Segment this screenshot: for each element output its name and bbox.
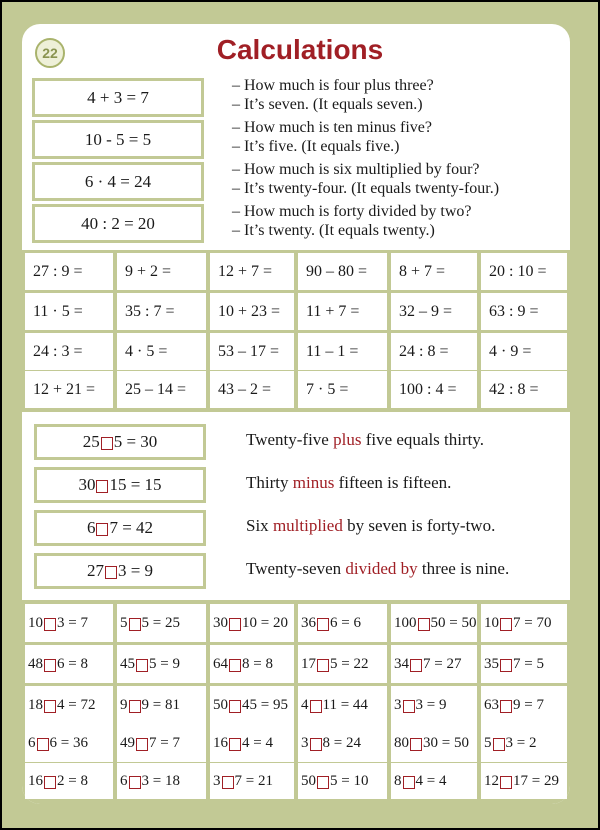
operand: 9 = 7 bbox=[513, 696, 544, 713]
exercise-cell bbox=[117, 604, 206, 642]
operand: 3 bbox=[394, 696, 402, 713]
sentence-start: Twenty-seven bbox=[246, 559, 346, 578]
exercise-cell bbox=[117, 724, 206, 762]
blank-square[interactable] bbox=[229, 659, 241, 672]
blank-square[interactable] bbox=[317, 659, 329, 672]
blank-square[interactable] bbox=[44, 618, 56, 631]
blank-square[interactable] bbox=[403, 700, 415, 713]
operand: 100 bbox=[394, 614, 417, 631]
blank-square[interactable] bbox=[44, 659, 56, 672]
operand: 5 = 30 bbox=[113, 432, 158, 451]
exercise-cell bbox=[391, 686, 477, 724]
operation-word: plus bbox=[333, 430, 362, 449]
sentence-end: five equals thirty. bbox=[361, 430, 485, 449]
operand: 4 bbox=[301, 696, 309, 713]
operand: 48 bbox=[28, 655, 43, 672]
exercise-cell: 12 + 21 = bbox=[25, 371, 113, 408]
operation-sentence bbox=[246, 473, 451, 493]
blank-square[interactable] bbox=[229, 738, 241, 751]
operand: 10 bbox=[484, 614, 499, 631]
operand: 10 bbox=[28, 614, 43, 631]
operand: 5 = 10 bbox=[330, 772, 369, 789]
operand: 7 = 7 bbox=[149, 734, 180, 751]
exercise-cell: 4 · 5 = bbox=[117, 333, 206, 370]
blank-square[interactable] bbox=[229, 700, 241, 713]
operand: 17 bbox=[301, 655, 316, 672]
blank-square[interactable] bbox=[129, 618, 141, 631]
exercise-cell: 53 – 17 = bbox=[210, 333, 294, 370]
exercise-cell bbox=[391, 645, 477, 683]
operand: 45 bbox=[120, 655, 135, 672]
operand: 9 bbox=[120, 696, 128, 713]
operation-sentence bbox=[246, 516, 495, 536]
operand: 45 = 95 bbox=[242, 696, 288, 713]
operand: 8 bbox=[394, 772, 402, 789]
operand: 18 bbox=[28, 696, 43, 713]
operand: 64 bbox=[213, 655, 228, 672]
operand: 2 = 8 bbox=[57, 772, 88, 789]
operand: 5 = 25 bbox=[141, 614, 180, 631]
operation-box bbox=[34, 424, 206, 460]
blank-square[interactable] bbox=[317, 618, 329, 631]
example-dialogue bbox=[232, 160, 499, 198]
exercise-cell bbox=[298, 686, 387, 724]
exercise-cell bbox=[25, 763, 113, 799]
operand: 6 bbox=[28, 734, 36, 751]
blank-square[interactable] bbox=[418, 618, 430, 631]
exercise-cell bbox=[481, 645, 567, 683]
operand: 35 bbox=[484, 655, 499, 672]
operand: 16 bbox=[213, 734, 228, 751]
operand: 7 = 70 bbox=[513, 614, 552, 631]
operand: 4 = 4 bbox=[242, 734, 273, 751]
exercise-cell bbox=[391, 724, 477, 762]
sentence-end: by seven is forty-two. bbox=[342, 516, 496, 535]
operation-box bbox=[34, 467, 206, 503]
operand: 49 bbox=[120, 734, 135, 751]
example-dialogue bbox=[232, 118, 432, 156]
operand: 15 = 15 bbox=[109, 475, 162, 494]
exercise-cell bbox=[210, 645, 294, 683]
answer-text: – It’s seven. (It equals seven.) bbox=[232, 96, 423, 113]
operand: 34 bbox=[394, 655, 409, 672]
operand: 6 bbox=[120, 772, 128, 789]
question-text: – How much is ten minus five? bbox=[232, 119, 432, 136]
question-text: – How much is four plus three? bbox=[232, 77, 434, 94]
operand: 7 = 5 bbox=[513, 655, 544, 672]
exercise-cell bbox=[210, 686, 294, 724]
exercise-cell bbox=[298, 724, 387, 762]
operand: 7 = 27 bbox=[423, 655, 462, 672]
blank-square[interactable] bbox=[310, 738, 322, 751]
blank-square[interactable] bbox=[222, 776, 234, 789]
operand: 7 = 42 bbox=[109, 518, 154, 537]
exercise-cell bbox=[481, 724, 567, 762]
operand: 16 bbox=[28, 772, 43, 789]
operand: 27 bbox=[86, 561, 104, 580]
example-dialogue bbox=[232, 76, 434, 114]
exercise-cell bbox=[481, 686, 567, 724]
operand: 50 bbox=[213, 696, 228, 713]
operand: 3 = 7 bbox=[57, 614, 88, 631]
exercise-cell: 12 + 7 = bbox=[210, 253, 294, 290]
exercise-cell bbox=[210, 604, 294, 642]
operand: 6 = 36 bbox=[49, 734, 88, 751]
operand: 11 = 44 bbox=[322, 696, 368, 713]
exercise-cell bbox=[481, 604, 567, 642]
exercise-cell: 42 : 8 = bbox=[481, 371, 567, 408]
exercise-cell bbox=[391, 763, 477, 799]
exercise-cell: 4 · 9 = bbox=[481, 333, 567, 370]
exercise-cell: 24 : 3 = bbox=[25, 333, 113, 370]
exercise-cell: 90 – 80 = bbox=[298, 253, 387, 290]
sentence-end: fifteen is fifteen. bbox=[334, 473, 452, 492]
blank-square[interactable] bbox=[410, 738, 422, 751]
operand: 3 = 9 bbox=[117, 561, 154, 580]
sentence-end: three is nine. bbox=[417, 559, 510, 578]
operand: 50 bbox=[301, 772, 316, 789]
operand: 3 bbox=[301, 734, 309, 751]
blank-square[interactable] bbox=[310, 700, 322, 713]
blank-square[interactable] bbox=[129, 776, 141, 789]
exercise-cell bbox=[117, 686, 206, 724]
operand: 3 = 18 bbox=[141, 772, 180, 789]
exercise-cell: 35 : 7 = bbox=[117, 293, 206, 330]
sentence-start: Twenty-five bbox=[246, 430, 334, 449]
exercise-cell: 24 : 8 = bbox=[391, 333, 477, 370]
operand: 36 bbox=[301, 614, 316, 631]
sentence-start: Thirty bbox=[246, 473, 293, 492]
operand: 12 bbox=[484, 772, 499, 789]
operand: 30 = 50 bbox=[423, 734, 469, 751]
exercise-cell: 8 + 7 = bbox=[391, 253, 477, 290]
exercise-cell bbox=[298, 604, 387, 642]
exercise-cell: 32 – 9 = bbox=[391, 293, 477, 330]
exercise-cell: 11 – 1 = bbox=[298, 333, 387, 370]
page-title: Calculations bbox=[216, 34, 384, 65]
operand: 30 bbox=[213, 614, 228, 631]
operand: 4 = 72 bbox=[57, 696, 96, 713]
blank-square[interactable] bbox=[229, 618, 241, 631]
exercise-cell: 20 : 10 = bbox=[481, 253, 567, 290]
operand: 5 bbox=[484, 734, 492, 751]
operand: 6 = 8 bbox=[57, 655, 88, 672]
example-expression: 40 : 2 = 20 bbox=[32, 204, 204, 243]
example-expression: 10 - 5 = 5 bbox=[32, 120, 204, 159]
exercise-cell bbox=[25, 686, 113, 724]
exercise-cell bbox=[117, 645, 206, 683]
exercise-cell bbox=[210, 763, 294, 799]
operation-box bbox=[34, 510, 206, 546]
page-number: 22 bbox=[35, 38, 65, 68]
exercise-cell: 43 – 2 = bbox=[210, 371, 294, 408]
operand: 7 = 21 bbox=[234, 772, 273, 789]
example-expression: 6 · 4 = 24 bbox=[32, 162, 204, 201]
answer-text: – It’s twenty. (It equals twenty.) bbox=[232, 222, 435, 239]
blank-square[interactable] bbox=[37, 738, 49, 751]
blank-square[interactable] bbox=[44, 700, 56, 713]
blank-square[interactable] bbox=[136, 738, 148, 751]
blank-square[interactable] bbox=[136, 659, 148, 672]
operand: 25 bbox=[82, 432, 100, 451]
operand: 5 bbox=[120, 614, 128, 631]
blank-square[interactable] bbox=[493, 738, 505, 751]
blank-square[interactable] bbox=[410, 659, 422, 672]
exercise-cell bbox=[117, 763, 206, 799]
exercise-cell bbox=[210, 724, 294, 762]
blank-square[interactable] bbox=[500, 776, 512, 789]
blank-square[interactable] bbox=[500, 659, 512, 672]
exercise-cell bbox=[25, 604, 113, 642]
blank-square[interactable] bbox=[96, 480, 108, 493]
operation-word: minus bbox=[292, 473, 335, 492]
blank-square[interactable] bbox=[96, 523, 108, 536]
operand: 80 bbox=[394, 734, 409, 751]
exercise-cell: 10 + 23 = bbox=[210, 293, 294, 330]
operand: 17 = 29 bbox=[513, 772, 559, 789]
exercise-cell: 9 + 2 = bbox=[117, 253, 206, 290]
exercise-cell bbox=[25, 645, 113, 683]
operand: 8 = 24 bbox=[322, 734, 361, 751]
blank-square[interactable] bbox=[129, 700, 141, 713]
operation-box bbox=[34, 553, 206, 589]
operand: 50 = 50 bbox=[430, 614, 477, 631]
operand: 8 = 8 bbox=[242, 655, 273, 672]
operand: 9 = 81 bbox=[141, 696, 180, 713]
example-dialogue bbox=[232, 202, 472, 240]
blank-square[interactable] bbox=[44, 776, 56, 789]
operand: 4 = 4 bbox=[415, 772, 447, 789]
exercise-cell bbox=[298, 763, 387, 799]
operand: 6 bbox=[86, 518, 96, 537]
operand: 5 = 9 bbox=[149, 655, 180, 672]
exercise-cell bbox=[25, 724, 113, 762]
operation-word: multiplied bbox=[272, 516, 343, 535]
operand: 30 bbox=[78, 475, 96, 494]
answer-text: – It’s five. (It equals five.) bbox=[232, 138, 400, 155]
operand: 3 bbox=[213, 772, 221, 789]
blank-square[interactable] bbox=[500, 618, 512, 631]
example-expression: 4 + 3 = 7 bbox=[32, 78, 204, 117]
operand: 10 = 20 bbox=[242, 614, 288, 631]
exercise-cell: 11 · 5 = bbox=[25, 293, 113, 330]
blank-square[interactable] bbox=[105, 566, 117, 579]
operand: 63 bbox=[484, 696, 499, 713]
operation-sentence bbox=[246, 430, 484, 450]
sentence-start: Six bbox=[246, 516, 273, 535]
blank-square[interactable] bbox=[317, 776, 329, 789]
exercise-cell: 25 – 14 = bbox=[117, 371, 206, 408]
operand: 6 = 6 bbox=[330, 614, 361, 631]
operation-sentence bbox=[246, 559, 509, 579]
exercise-cell bbox=[391, 604, 477, 642]
exercise-cell: 7 · 5 = bbox=[298, 371, 387, 408]
operand: 5 = 22 bbox=[330, 655, 369, 672]
exercise-cell bbox=[298, 645, 387, 683]
operand: 3 = 9 bbox=[415, 696, 447, 713]
exercise-cell: 11 + 7 = bbox=[298, 293, 387, 330]
exercise-cell: 63 : 9 = bbox=[481, 293, 567, 330]
exercise-cell: 100 : 4 = bbox=[391, 371, 477, 408]
question-text: – How much is forty divided by two? bbox=[232, 203, 472, 220]
exercise-cell bbox=[481, 763, 567, 799]
operation-word: divided by bbox=[345, 559, 418, 578]
question-text: – How much is six multiplied by four? bbox=[232, 161, 480, 178]
operand: 3 = 2 bbox=[505, 734, 537, 751]
blank-square[interactable] bbox=[500, 700, 512, 713]
blank-square[interactable] bbox=[101, 437, 113, 450]
exercise-cell: 27 : 9 = bbox=[25, 253, 113, 290]
answer-text: – It’s twenty-four. (It equals twenty-four.) bbox=[232, 180, 500, 197]
blank-square[interactable] bbox=[403, 776, 415, 789]
